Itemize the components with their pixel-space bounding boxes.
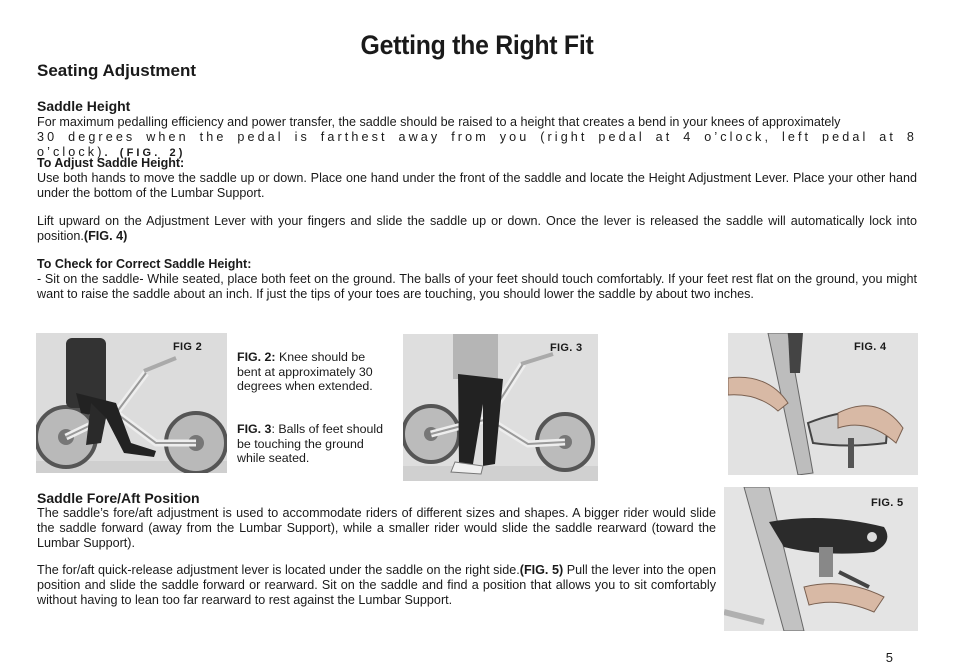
check-heading: To Check for Correct Saddle Height: xyxy=(37,257,252,271)
fig2-illustration xyxy=(36,333,227,473)
fig2-label: FIG 2 xyxy=(173,341,203,353)
fig3-caption xyxy=(237,422,387,466)
fig2-caption xyxy=(237,350,387,394)
fig4-photo xyxy=(728,333,918,475)
fig4-reference: (FIG. 4) xyxy=(83,229,128,244)
fore-aft-heading: Saddle Fore/Aft Position xyxy=(37,490,200,506)
saddle-height-intro-line1: For maximum pedalling efficiency and power transfer, the saddle should be raised to a height that creates a bend in your knees of approximately xyxy=(37,115,841,129)
page-number: 5 xyxy=(885,650,893,665)
section-heading: Seating Adjustment xyxy=(37,61,196,80)
fig2-caption-text: Knee should be bent at approximately 30 degrees when extended. xyxy=(237,350,373,394)
fig5-photo xyxy=(724,487,918,631)
fig2-reference: . (FIG. 2) xyxy=(104,147,186,160)
fig3-photo xyxy=(403,334,598,481)
check-paragraph: - Sit on the saddle- While seated, place both feet on the ground. The balls of your feet should touch comfortably. If your feet rest flat on the ground, you might want to raise the saddle about an inch. If just the tips of your toes are touching, you should lower the saddle by about two inches. xyxy=(37,272,917,302)
adjust-heading: To Adjust Saddle Height: xyxy=(37,156,185,170)
fig3-label: FIG. 3 xyxy=(550,342,583,354)
fig4-illustration xyxy=(728,333,918,475)
fig2-photo xyxy=(36,333,227,473)
fig5-label: FIG. 5 xyxy=(871,497,904,509)
adjust-paragraph-2 xyxy=(37,214,917,244)
fig5-reference: (FIG. 5) xyxy=(519,563,564,577)
fig4-label: FIG. 4 xyxy=(854,341,887,353)
fore-aft-paragraph-2-start: The for/aft quick-release adjustment lever is located under the saddle on the right side. xyxy=(37,563,520,577)
saddle-height-intro xyxy=(37,115,917,162)
adjust-paragraph-1: Use both hands to move the saddle up or down. Place one hand under the front of the saddle and locate the Height Adjustment Lever. Place your other hand under the bottom of the Lumbar Support. xyxy=(37,171,917,201)
fig2-caption-title: FIG. 2: xyxy=(237,350,276,364)
fore-aft-paragraph-2-end: Pull the lever into the open position and slide the saddle forward or rearward. Sit on the saddle and find a position that allows you to sit comfortably without having to lean too far rearward to rest against the Lumbar Support. xyxy=(37,563,716,608)
adjust-paragraph-2-text: Lift upward on the Adjustment Lever with your fingers and slide the saddle up or down. Once the lever is released the saddle will automatically lock into position. xyxy=(37,214,917,244)
fig3-illustration xyxy=(403,334,598,481)
fig3-caption-title: FIG. 3 xyxy=(237,422,272,436)
fore-aft-paragraph-2 xyxy=(37,563,716,609)
saddle-height-intro-line2: 30 degrees when the pedal is farthest away from you (right pedal at 4 o’clock, left pedal at 8 o’clock) xyxy=(37,130,917,160)
page-title: Getting the Right Fit xyxy=(360,30,594,60)
fig3-caption-text: : Balls of feet should be touching the ground while seated. xyxy=(237,422,384,466)
fore-aft-paragraph-1: The saddle’s fore/aft adjustment is used to accommodate riders of different sizes and shapes. A bigger rider would slide the saddle forward (away from the Lumbar Support), while a smaller rider would slide the saddle rearward (toward the Lumbar Support). xyxy=(37,506,716,551)
saddle-height-heading: Saddle Height xyxy=(37,98,131,114)
